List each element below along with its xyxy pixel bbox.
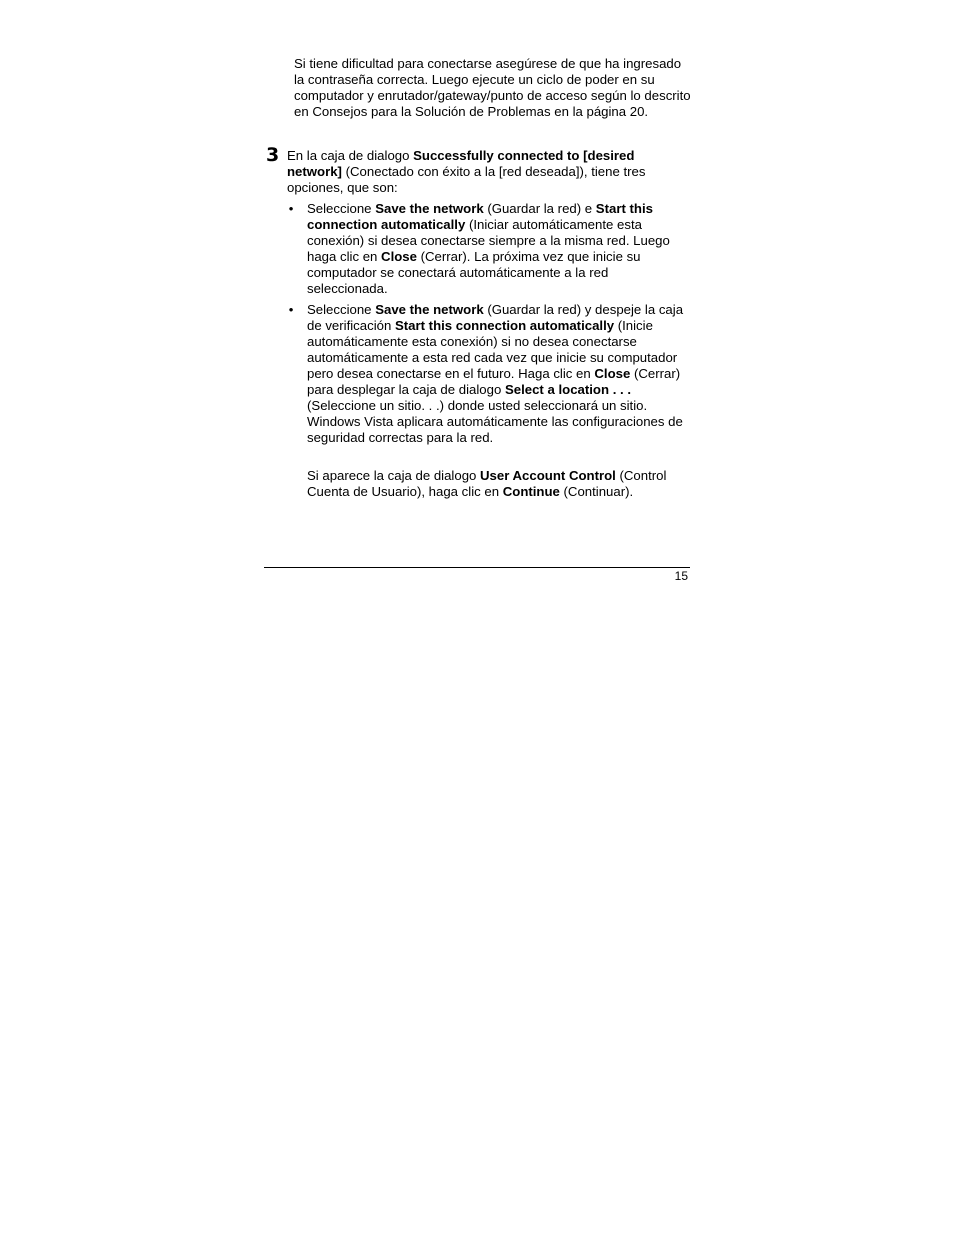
text-run: (Cerrar) para desplegar la caja de dialogo xyxy=(307,365,681,398)
text-run: (Control Cuenta de Usuario), haga clic en xyxy=(307,468,667,500)
uac-note xyxy=(307,468,689,500)
bold-run: Select a location . . . xyxy=(504,382,632,398)
list-item xyxy=(287,302,689,447)
bold-run: Close xyxy=(594,365,631,381)
text-run: (Continuar). xyxy=(559,484,634,500)
step-text-post: (Conectado con éxito a la [red deseada]), tiene tres opciones, que son: xyxy=(287,164,646,196)
step-number: 3 xyxy=(266,144,280,166)
bold-run: Save the network xyxy=(375,201,484,216)
bullet-icon: • xyxy=(288,301,294,317)
option-text xyxy=(307,201,689,298)
text-run: Seleccione xyxy=(307,201,376,216)
bold-run: Continue xyxy=(502,484,560,500)
bullet-icon: • xyxy=(288,201,294,216)
text-run: (Cerrar). La próxima vez que inicie su computador se conectará automáticamente a la red seleccionada. xyxy=(307,249,641,297)
options-list xyxy=(287,201,689,450)
option-text xyxy=(307,302,689,447)
text-run: Si aparece la caja de dialogo xyxy=(307,468,481,483)
text-run: (Iniciar automáticamente esta conexión) si desea conectarse siempre a la misma red. Luego haga clic en xyxy=(307,217,670,265)
step-dialog-name: Successfully connected to [desired network] xyxy=(287,148,635,180)
text-run: (Guardar la red) y despeje la caja de verificación xyxy=(307,301,684,333)
text-run: Seleccione xyxy=(307,301,376,317)
bold-run: Start this connection automatically xyxy=(307,201,653,233)
bold-run: Close xyxy=(381,249,417,265)
step-text-pre: En la caja de dialogo xyxy=(287,148,414,163)
list-item xyxy=(287,201,689,298)
intro-paragraph: Si tiene dificultad para conectarse asegúrese de que ha ingresado la contraseña correcta. Luego ejecute un ciclo de poder en su computador y enrutador/gateway/punto de acceso según lo descrito en Consejos para la Solución de Problemas en la página 20. xyxy=(294,56,691,120)
text-run: (Guardar la red) e xyxy=(483,201,596,216)
footer-divider xyxy=(264,567,690,568)
bold-run: Save the network xyxy=(375,301,484,317)
bold-run: Start this connection automatically xyxy=(394,317,615,333)
text-run: (Seleccione un sitio. . .) donde usted seleccionará un sitio. Windows Vista aplicara automáticamente las configuraciones de seguridad correctas para la red. xyxy=(307,398,683,446)
bold-run: User Account Control xyxy=(480,468,616,483)
step-instruction xyxy=(287,148,689,196)
text-run: (Inicie automáticamente esta conexión) si no desea conectarse automáticamente a esta red cada vez que inicie su computador pero desea conectarse en el futuro. Haga clic en xyxy=(307,317,678,381)
page-number: 15 xyxy=(674,569,688,583)
